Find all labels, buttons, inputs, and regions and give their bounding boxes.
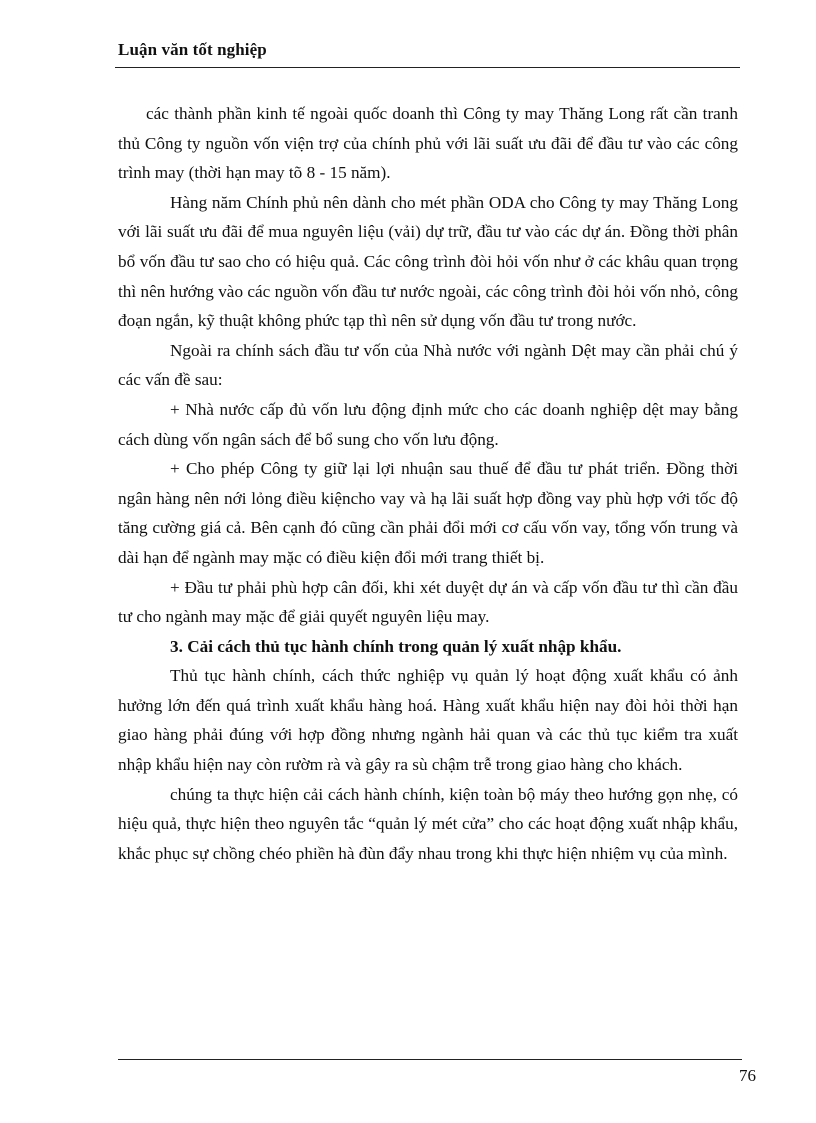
section-paragraph-1: Thủ tục hành chính, cách thức nghiệp vụ quản lý hoạt động xuất khẩu có ảnh hưởng lớn đến quá trình xuất khẩu hàng hoá. Hàng xuất khẩu hiện nay đòi hỏi thời hạn giao hàng phải đúng với hợp đồng nhưng ngành hải quan và các thủ tục kiểm tra xuất nhập khẩu hiện nay còn rườm rà và gây ra sù chậm trễ trong giao hàng cho khách.: [118, 666, 738, 775]
page-body: [118, 99, 738, 868]
paragraph-1: các thành phần kinh tế ngoài quốc doanh thì Công ty may Thăng Long rất cần tranh thủ Công ty nguồn vốn viện trợ của chính phủ với lãi suất ưu đãi để đầu tư vào các công trình may (thời hạn may tõ 8 - 15 năm).: [118, 104, 738, 183]
running-header-title: Luận văn tốt nghiệp: [118, 40, 267, 59]
paragraph-4: + Nhà nước cấp đủ vốn lưu động định mức cho các doanh nghiệp dệt may bằng cách dùng vốn ngân sách để bổ sung cho vốn lưu động.: [118, 399, 738, 449]
paragraph-2: Hàng năm Chính phủ nên dành cho mét phần ODA cho Công ty may Thăng Long với lãi suất ưu đãi để mua nguyên liệu (vải) dự trữ, đầu tư vào các dự án. Đồng thời phân bổ vốn đầu tư sao cho có hiệu quả. Các công trình đòi hỏi vốn như ở các khâu quan trọng thì nên hướng vào các nguồn vốn đầu tư nước ngoài, các công trình đòi hỏi vốn nhỏ, công đoạn ngắn, kỹ thuật không phức tạp thì nên sử dụng vốn đầu tư trong nước.: [118, 192, 738, 331]
paragraph-6: + Đầu tư phải phù hợp cân đối, khi xét duyệt dự án và cấp vốn đầu tư thì cần đầu tư cho ngành may mặc để giải quyết nguyên liệu may.: [118, 577, 738, 627]
footer-divider: [118, 1059, 742, 1060]
section-heading: 3. Cải cách thủ tục hành chính trong quản lý xuất nhập khẩu.: [170, 636, 622, 656]
section-paragraph-2: chúng ta thực hiện cải cách hành chính, kiện toàn bộ máy theo hướng gọn nhẹ, có hiệu quả, thực hiện theo nguyên tắc “quản lý mét cửa” cho các hoạt động xuất nhập khẩu, khắc phục sự chồng chéo phiền hà đùn đẩy nhau trong khi thực hiện nhiệm vụ của mình.: [118, 784, 738, 863]
paragraph-5: + Cho phép Công ty giữ lại lợi nhuận sau thuế để đầu tư phát triển. Đồng thời ngân hàng nên nới lỏng điều kiệncho vay và hạ lãi suất hợp đồng vay phù hợp với tốc độ tăng cường giá cả. Bên cạnh đó cũng cần phải đổi mới cơ cấu vốn vay, tổng vốn trung và dài hạn để ngành may mặc có điều kiện đổi mới trang thiết bị.: [118, 459, 738, 567]
page-number: 76: [739, 1066, 756, 1085]
header-divider: [115, 67, 740, 68]
paragraph-3: Ngoài ra chính sách đầu tư vốn của Nhà nước với ngành Dệt may cần phải chú ý các vấn đề sau:: [118, 340, 738, 390]
